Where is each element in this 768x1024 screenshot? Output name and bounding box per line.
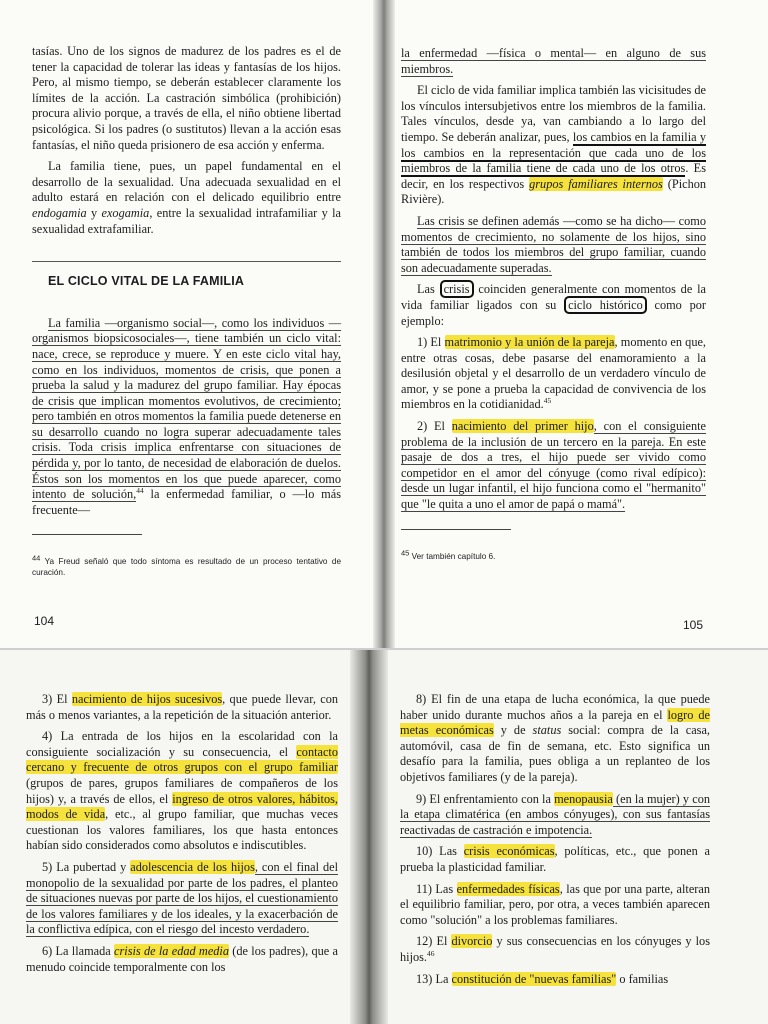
list-item: 10) Las crisis económicas, políticas, etc., que ponen a prueba la plasticidad familiar. (400, 844, 710, 874)
section-title: EL CICLO VITAL DE LA FAMILIA (32, 261, 341, 298)
page-104 (32, 44, 341, 578)
list-item: 2) El nacimiento del primer hijo, con el consiguiente problema de la inclusión de un tercero en la pareja. En este pasaje de dos a tres, el hijo puede ser vivido como competidor en el amor del cónyuge (como rival edípico): desde un lugar infantil, el hijo funciona como el "hermanito" que "le quita a uno el amor de papá o mamá". (401, 419, 707, 512)
highlighted-text: logro de metas económicas (400, 707, 710, 738)
page-number: 104 (34, 614, 55, 628)
page-107 (400, 692, 710, 993)
list-item: 12) El divorcio y sus consecuencias en los cónyuges y los hijos.$^{46}$ (400, 934, 710, 964)
page-105 (401, 46, 706, 562)
footnote-divider (32, 534, 142, 535)
book-gutter-shadow (350, 650, 388, 1024)
highlighted-text: contacto cercano y frecuente de otros grupos con el grupo familiar (26, 744, 338, 775)
highlighted-text: enfermedades físicas (456, 881, 560, 896)
list-item: 9) El enfrentamiento con la menopausia (en la mujer) y con la etapa climatérica (en ambos cónyuges), con sus fantasías reactivadas de castración e impotencia. (400, 791, 710, 837)
highlighted-text: crisis de la edad media (114, 943, 229, 958)
footnote-ref: 45 (543, 396, 552, 406)
emphasis-text: exogamia (101, 205, 150, 220)
list-item: 4) La entrada de los hijos en la escolaridad con la consiguiente socialización y su consecuencia, el contacto cercano y frecuente de otros grupos con el grupo familiar (grupos de pares, grupos familiares de compañeros de los hijos) y, a través de ellos, el ingreso de otros valores, hábitos, modos de vida, etc., al grupo familiar, que muchas veces cuestionan los valores familiares, los que hasta entonces habían sido considerados como absolutos e indiscutibles. (26, 729, 338, 853)
highlighted-text: matrimonio y la unión de la pareja (444, 335, 615, 350)
list-item: 11) Las enfermedades físicas, las que por una parte, alteran el equilibrio familiar, pero, por otra, a veces también aparecen como "solución" a los problemas familiares. (400, 881, 711, 927)
underlined-text: , con el final del monopolio de la sexualidad por parte de los padres, el planteo de situaciones nuevas por parte de los hijos, el cuestionamiento de los valores familiares y de los ideales, y la exacerbación de la conflictiva edípica, con el riesgo del incesto verdadero. (26, 859, 338, 937)
list-item: 8) El fin de una etapa de lucha económica, la que puede haber unido durante muchos años a la pareja en el logro de metas económicas y de status social: compra de la casa, automóvil, casa de fin de semana, etc. Esto significa un desafío para la familia, pues obliga a un replanteo de los objetivos familiares (y de la pareja). (400, 692, 710, 784)
highlighted-text: crisis económicas (463, 844, 555, 859)
highlighted-text: adolescencia de los hijos (130, 859, 255, 874)
paragraph (401, 46, 706, 77)
underlined-text: (en la mujer) y con la etapa climatérica (en ambos cónyuges), con sus fantasías reactivadas de castración e impotencia. (400, 791, 710, 837)
highlighted-text: menopausia (554, 791, 613, 806)
paragraph: La familia tiene, pues, un papel fundamental en el desarrollo de la sexualidad. Una adecuada sexualidad en el adulto estará en relación con el delicado equilibrio entre endogamia y exogamia, entre la sexualidad intrafamiliar y la sexualidad extrafamiliar. (32, 159, 341, 236)
highlighted-text: divorcio (451, 934, 493, 949)
highlighted-text: nacimiento del primer hijo (451, 419, 594, 434)
book-gutter-shadow (373, 0, 395, 648)
footnote-ref: 44 (136, 486, 144, 496)
footnote: $^{45}$ Ver también capítulo 6. (401, 547, 496, 561)
list-item: 5) La pubertad y adolescencia de los hijos, con el final del monopolio de la sexualidad por parte de los padres, el planteo de situaciones nuevas por parte de los hijos, el cuestionamiento de los valores familiares y de los ideales, y la exacerbación de la conflictiva edípica, con el riesgo del incesto verdadero. (26, 859, 338, 937)
footnote: $^{44}$ Ya Freud señaló que todo síntoma es resultado de un proceso tentativo de curación. (32, 553, 341, 577)
list-item: 1) El matrimonio y la unión de la pareja, momento en que, entre otras cosas, debe pasarse del enamoramiento a la desilusión objetal y el desarrollo de un verdadero vínculo de amor, y se pone a prueba la capacidad de convivencia de los miembros en la cotidianidad.$^{45}$ (401, 335, 707, 412)
list-item: 6) La llamada crisis de la edad media (de los padres), que a menudo coincide temporalmente con los (26, 943, 339, 974)
highlighted-text: nacimiento de hijos sucesivos (71, 692, 223, 706)
paragraph (401, 214, 706, 276)
paragraph: Las crisis coinciden generalmente con momentos de la vida familiar ligados con su ciclo histórico como por ejemplo: (401, 282, 706, 328)
highlighted-text: ingreso de otros valores, hábitos, modos de vida (26, 791, 338, 822)
paragraph: tasías. Uno de los signos de madurez de los padres es el de tener la capacidad de tolerar las ideas y fantasías de los hijos. Pero, al mismo tiempo, se deberán establecer claramente los límites de la acción. La castración simbólica (prohibición) procura alivio porque, a través de ella, el niño obtiene libertad psicológica. Si los padres (o sustitutos) llevan a la acción esas fantasías, el niño queda prisionero de esa acción y enferma. (32, 44, 341, 152)
highlighted-text: constitución de "nuevas familias" (451, 971, 617, 986)
page-number: 105 (683, 618, 704, 632)
underlined-text: La familia —organismo social—, como los individuos —organismos biopsicosociales—, tiene también un ciclo vital: nace, crece, se reproduce y muere. Y en este ciclo vital hay, como en los individuos, momentos de crisis, que ponen a prueba la salud y la madurez del grupo familiar. Hay épocas de crisis que implican momentos evolutivos, de crecimiento; pero también en otros momentos la familia puede detenerse en su desarrollo cuando no logra superar adecuadamente tales crisis. Toda crisis implica enfrentarse con situaciones de pérdida y, por lo tanto, de necesidad de elaboración de duelos. Éstos son los momentos en los que puede aparecer, como intento de solución, (32, 315, 341, 502)
boxed-text: crisis (440, 280, 474, 298)
emphasis-text: endogamia (32, 205, 87, 220)
underlined-text: , con el consiguiente problema de la inclusión de un tercero en la pareja. En este pasaje de dos a tres, el hijo puede ser vivido como competidor en el amor del cónyuge (como rival edípico): desde un lugar infantil, el hijo funciona como el "hermanito" que "le quita a uno el amor de papá o mamá". (401, 419, 707, 512)
emphasis-text: status (532, 723, 562, 738)
footnote-divider (401, 529, 511, 530)
paragraph: El ciclo de vida familiar implica también las vicisitudes de los vínculos intersubjetivos entre los miembros de la familia. Tales vínculos, desde ya, van cambiando a lo largo del tiempo. Se deberán analizar, pues, los cambios en la familia y los cambios en la representación que cada uno de los miembros de la familia tiene de cada uno de los otros. Es decir, en los respectivos grupos familiares internos (Pichon Rivière). (401, 83, 707, 207)
footnote-ref: 46 (427, 948, 435, 958)
boxed-text: ciclo histórico (564, 296, 647, 314)
list-item: 13) La constitución de "nuevas familias" o familias (416, 971, 669, 986)
underlined-text: Las crisis se definen además —como se ha dicho— como momentos de crecimiento, no solamente de los hijos, sino también de todos los miembros del grupo familiar, cuando son adecuadamente superadas. (401, 213, 706, 275)
highlighted-text: grupos familiares internos (529, 176, 663, 191)
page-106 (26, 692, 338, 981)
underlined-text: la enfermedad —física o mental— en alguno de sus miembros. (401, 46, 706, 76)
underlined-text: los cambios en la familia y los cambios en la representación que cada uno de los miembros de la familia tiene de cada uno de los otros (401, 129, 706, 176)
list-item: 3) El nacimiento de hijos sucesivos, que puede llevar, con más o menos variantes, a la repetición de la situación anterior. (26, 692, 338, 722)
paragraph: La familia —organismo social—, como los individuos —organismos biopsicosociales—, tiene también un ciclo vital: nace, crece, se reproduce y muere. Y en este ciclo vital hay, como en los individuos, momentos de crisis, que ponen a prueba la salud y la madurez del grupo familiar. Hay épocas de crisis que implican momentos evolutivos, de crecimiento; pero también en otros momentos la familia puede detenerse en su desarrollo cuando no logra superar adecuadamente tales crisis. Toda crisis implica enfrentarse con situaciones de pérdida y, por lo tanto, de necesidad de elaboración de duelos. Éstos son los momentos en los que puede aparecer, como intento de solución,$^{44}$ la enfermedad familiar, o —lo más frecuente— (32, 315, 341, 517)
